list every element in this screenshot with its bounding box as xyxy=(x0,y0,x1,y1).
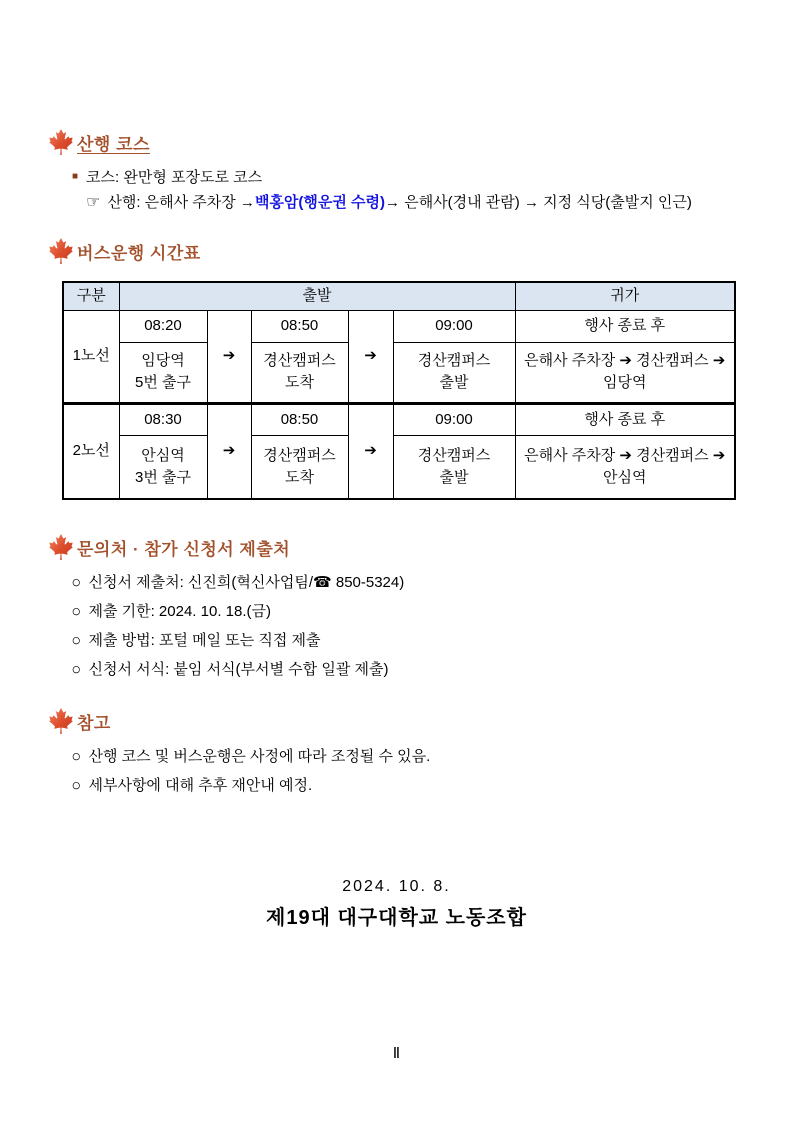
place-line: 도착 xyxy=(285,374,314,391)
section-title: 참고 xyxy=(77,713,111,733)
route2-stop2-time: 08:50 xyxy=(251,403,348,435)
square-bullet-icon: ■ xyxy=(72,171,79,182)
table-row-route2-times xyxy=(63,403,735,435)
circle-bullet-icon: ○ xyxy=(71,601,82,620)
place-line: 3번 출구 xyxy=(135,468,191,486)
list-item-text: 제출 기한: 2024. 10. 18.(금) xyxy=(88,603,271,620)
list-item xyxy=(72,774,430,795)
course-type-line xyxy=(72,166,262,187)
document-date: 2024. 10. 8. xyxy=(342,878,451,895)
route1-label: 1노선 xyxy=(63,310,119,403)
list-item xyxy=(72,629,404,650)
notes-list xyxy=(72,745,430,795)
place-line: 출발 xyxy=(439,468,469,486)
right-arrow-icon: ➔ xyxy=(207,310,251,403)
header-departure: 출발 xyxy=(119,282,515,310)
place-line: 출발 xyxy=(439,374,469,391)
route-highlight: 백홍암(행운권 수령) xyxy=(254,194,386,211)
route2-return-route: 은해사 주차장 ➔ 경산캠퍼스 ➔ 안심역 xyxy=(515,435,735,499)
list-item xyxy=(72,745,430,766)
route1-stop1-time: 08:20 xyxy=(119,310,207,342)
place-line: 경산캠퍼스 xyxy=(417,447,491,464)
list-item-text: 신청서 서식: 붙임 서식(부서별 수합 일괄 제출) xyxy=(88,661,389,678)
route2-stop1-place xyxy=(119,435,207,499)
maple-leaf-icon xyxy=(48,238,74,264)
route1-stop2-time: 08:50 xyxy=(251,310,348,342)
header-category: 구분 xyxy=(63,282,119,310)
section-heading-contact xyxy=(48,534,290,560)
route2-stop3-place xyxy=(393,435,515,499)
table-row-route2-places xyxy=(63,435,735,499)
route1-stop2-place xyxy=(251,342,348,403)
route-suffix: → 은해사(경내 관람) → 지정 식당(출발지 인근) xyxy=(385,194,692,211)
place-line: 임당역 xyxy=(141,352,185,370)
list-item xyxy=(72,600,404,621)
section-title: 버스운행 시간표 xyxy=(77,243,201,263)
header-return: 귀가 xyxy=(515,282,735,310)
route1-stop3-time: 09:00 xyxy=(393,310,515,342)
organization-name: 제19대 대구대학교 노동조합 xyxy=(266,907,527,929)
contact-list xyxy=(72,571,404,679)
page-number: Ⅱ xyxy=(392,1045,401,1062)
course-route-line xyxy=(86,191,692,212)
right-arrow-icon: ➔ xyxy=(207,403,251,499)
route1-return-route: 은해사 주차장 ➔ 경산캠퍼스 ➔ 임당역 xyxy=(515,342,735,403)
table-header-row xyxy=(63,282,735,310)
table-row-route1-places xyxy=(63,342,735,403)
list-item-text: 신청서 제출처: 신진희(혁신사업팀/☎ 850-5324) xyxy=(88,574,405,591)
list-item-text: 제출 방법: 포털 메일 또는 직접 제출 xyxy=(88,632,321,649)
section-heading-notes xyxy=(48,708,111,734)
place-line: 경산캠퍼스 xyxy=(417,352,491,370)
list-item-text: 산행 코스 및 버스운행은 사정에 따라 조정될 수 있음. xyxy=(88,748,431,765)
route-prefix: 산행: 은해사 주차장 → xyxy=(107,194,255,211)
place-line: 경산캠퍼스 xyxy=(263,447,336,464)
list-item xyxy=(72,571,404,592)
course-type-text: 코스: 완만형 포장도로 코스 xyxy=(86,169,263,186)
bus-timetable xyxy=(62,281,736,500)
list-item-text: 세부사항에 대해 추후 재안내 예정. xyxy=(88,777,313,794)
route1-return-when: 행사 종료 후 xyxy=(515,310,735,342)
table-row-route1-times xyxy=(63,310,735,342)
route2-label: 2노선 xyxy=(63,403,119,499)
place-line: 안심역 xyxy=(141,447,185,464)
route1-stop1-place xyxy=(119,342,207,403)
route2-return-when: 행사 종료 후 xyxy=(515,403,735,435)
place-line: 도착 xyxy=(285,468,314,486)
route2-stop2-place xyxy=(251,435,348,499)
section-heading-bus-timetable xyxy=(48,238,201,264)
section-heading-hiking-course xyxy=(48,129,150,155)
route1-stop3-place xyxy=(393,342,515,403)
right-arrow-icon: ➔ xyxy=(348,310,393,403)
pointing-hand-icon: ☞ xyxy=(86,193,101,211)
maple-leaf-icon xyxy=(48,534,74,560)
maple-leaf-icon xyxy=(48,129,74,155)
right-arrow-icon: ➔ xyxy=(348,403,393,499)
place-line: 5번 출구 xyxy=(135,374,191,391)
circle-bullet-icon: ○ xyxy=(71,630,82,649)
place-line: 경산캠퍼스 xyxy=(263,352,336,370)
list-item xyxy=(72,658,404,679)
section-title: 문의처 · 참가 신청서 제출처 xyxy=(77,539,291,559)
section-title: 산행 코스 xyxy=(77,134,150,154)
circle-bullet-icon: ○ xyxy=(71,775,82,794)
route2-stop3-time: 09:00 xyxy=(393,403,515,435)
maple-leaf-icon xyxy=(48,708,74,734)
route2-stop1-time: 08:30 xyxy=(119,403,207,435)
circle-bullet-icon: ○ xyxy=(71,746,82,765)
circle-bullet-icon: ○ xyxy=(71,572,82,591)
circle-bullet-icon: ○ xyxy=(71,659,82,678)
